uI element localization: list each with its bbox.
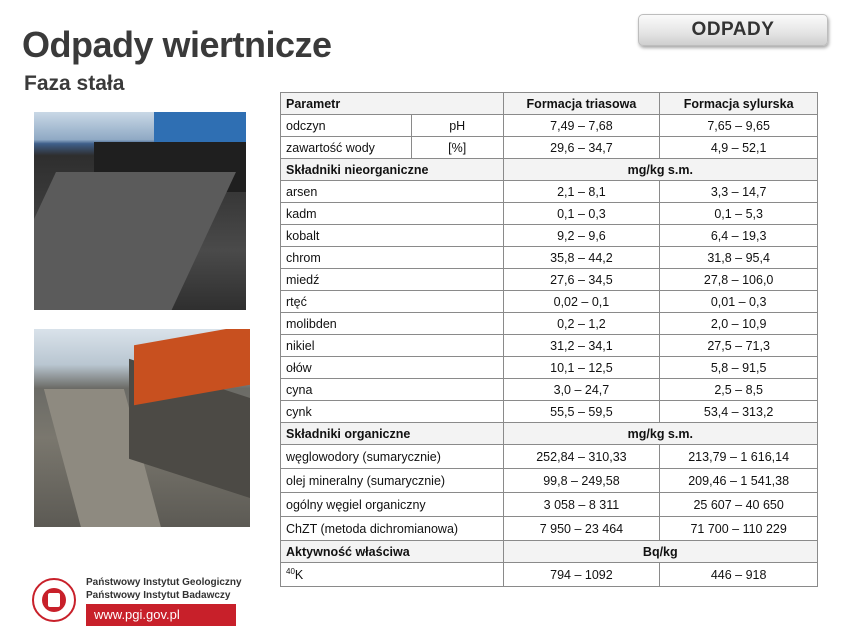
row-value-triassic: 35,8 – 44,2 <box>503 247 660 269</box>
row-value-triassic: 27,6 – 34,5 <box>503 269 660 291</box>
row-value-triassic: 99,8 – 249,58 <box>503 469 660 493</box>
row-unit: pH <box>411 115 503 137</box>
row-name: miedź <box>281 269 504 291</box>
section-badge: ODPADY <box>638 14 828 46</box>
row-value-silurian: 446 – 918 <box>660 563 818 587</box>
photo-separator-machine <box>34 329 250 527</box>
table-row <box>281 313 818 335</box>
photo-pile <box>34 172 236 310</box>
row-name: kadm <box>281 203 504 225</box>
row-value-triassic: 2,1 – 8,1 <box>503 181 660 203</box>
page-subtitle: Faza stała <box>24 72 125 95</box>
table-row <box>281 181 818 203</box>
table-header-row <box>281 93 818 115</box>
row-name: molibden <box>281 313 504 335</box>
row-value-silurian: 71 700 – 110 229 <box>660 517 818 541</box>
pgi-logo <box>32 578 76 622</box>
section-row-organic <box>281 423 818 445</box>
row-unit: [%] <box>411 137 503 159</box>
eagle-icon <box>48 593 60 607</box>
section-label: Składniki nieorganiczne <box>281 159 504 181</box>
table-row <box>281 203 818 225</box>
row-value-silurian: 0,01 – 0,3 <box>660 291 818 313</box>
row-value-triassic: 7,49 – 7,68 <box>503 115 660 137</box>
row-value-silurian: 2,5 – 8,5 <box>660 379 818 401</box>
website-link[interactable]: www.pgi.gov.pl <box>86 604 236 626</box>
row-value-silurian: 2,0 – 10,9 <box>660 313 818 335</box>
row-value-silurian: 213,79 – 1 616,14 <box>660 445 818 469</box>
table-row <box>281 493 818 517</box>
row-value-silurian: 25 607 – 40 650 <box>660 493 818 517</box>
row-value-triassic: 10,1 – 12,5 <box>503 357 660 379</box>
table-row <box>281 137 818 159</box>
row-value-triassic: 0,02 – 0,1 <box>503 291 660 313</box>
waste-parameters-table <box>280 92 818 587</box>
table-row <box>281 225 818 247</box>
row-value-silurian: 27,5 – 71,3 <box>660 335 818 357</box>
row-value-triassic: 252,84 – 310,33 <box>503 445 660 469</box>
row-value-silurian: 0,1 – 5,3 <box>660 203 818 225</box>
section-unit: mg/kg s.m. <box>503 159 817 181</box>
row-value-silurian: 209,46 – 1 541,38 <box>660 469 818 493</box>
row-value-triassic: 3,0 – 24,7 <box>503 379 660 401</box>
row-value-triassic: 29,6 – 34,7 <box>503 137 660 159</box>
table-row <box>281 517 818 541</box>
table-row <box>281 357 818 379</box>
section-unit: Bq/kg <box>503 541 817 563</box>
table-row <box>281 379 818 401</box>
row-value-silurian: 3,3 – 14,7 <box>660 181 818 203</box>
row-name <box>281 563 504 587</box>
page-title: Odpady wiertnicze <box>22 24 332 65</box>
row-value-silurian: 27,8 – 106,0 <box>660 269 818 291</box>
table-row <box>281 469 818 493</box>
row-name: arsen <box>281 181 504 203</box>
row-name: kobalt <box>281 225 504 247</box>
row-value-triassic: 0,1 – 0,3 <box>503 203 660 225</box>
row-name: olej mineralny (sumarycznie) <box>281 469 504 493</box>
section-row-inorganic <box>281 159 818 181</box>
row-value-silurian: 53,4 – 313,2 <box>660 401 818 423</box>
header-param: Parametr <box>281 93 504 115</box>
photo-drilling-waste-pile <box>34 112 246 310</box>
section-row-activity <box>281 541 818 563</box>
row-name: zawartość wody <box>281 137 412 159</box>
table-row <box>281 269 818 291</box>
row-value-silurian: 31,8 – 95,4 <box>660 247 818 269</box>
row-value-silurian: 4,9 – 52,1 <box>660 137 818 159</box>
row-value-triassic: 0,2 – 1,2 <box>503 313 660 335</box>
row-name: rtęć <box>281 291 504 313</box>
table-row <box>281 335 818 357</box>
row-name: ołów <box>281 357 504 379</box>
row-name: cyna <box>281 379 504 401</box>
isotope-symbol: K <box>294 568 304 583</box>
row-value-triassic: 7 950 – 23 464 <box>503 517 660 541</box>
table-row <box>281 291 818 313</box>
row-value-silurian: 5,8 – 91,5 <box>660 357 818 379</box>
row-value-triassic: 9,2 – 9,6 <box>503 225 660 247</box>
table-row <box>281 563 818 587</box>
header-col-triassic: Formacja triasowa <box>503 93 660 115</box>
table-row <box>281 247 818 269</box>
photo-shed <box>154 112 246 146</box>
row-value-triassic: 31,2 – 34,1 <box>503 335 660 357</box>
section-label: Aktywność właściwa <box>281 541 504 563</box>
row-name: ChZT (metoda dichromianowa) <box>281 517 504 541</box>
row-name: ogólny węgiel organiczny <box>281 493 504 517</box>
row-name: odczyn <box>281 115 412 137</box>
row-name: węglowodory (sumarycznie) <box>281 445 504 469</box>
institute-name-1: Państwowy Instytut Geologiczny <box>86 577 242 588</box>
table-row <box>281 401 818 423</box>
table-row <box>281 445 818 469</box>
row-value-triassic: 3 058 – 8 311 <box>503 493 660 517</box>
row-value-triassic: 794 – 1092 <box>503 563 660 587</box>
row-name: nikiel <box>281 335 504 357</box>
row-name: cynk <box>281 401 504 423</box>
row-value-triassic: 55,5 – 59,5 <box>503 401 660 423</box>
isotope-mass-number: 40 <box>286 566 295 576</box>
row-value-silurian: 7,65 – 9,65 <box>660 115 818 137</box>
section-label: Składniki organiczne <box>281 423 504 445</box>
row-name: chrom <box>281 247 504 269</box>
institute-name-2: Państwowy Instytut Badawczy <box>86 590 231 601</box>
table-row <box>281 115 818 137</box>
section-unit: mg/kg s.m. <box>503 423 817 445</box>
header-col-silurian: Formacja sylurska <box>660 93 818 115</box>
row-value-silurian: 6,4 – 19,3 <box>660 225 818 247</box>
